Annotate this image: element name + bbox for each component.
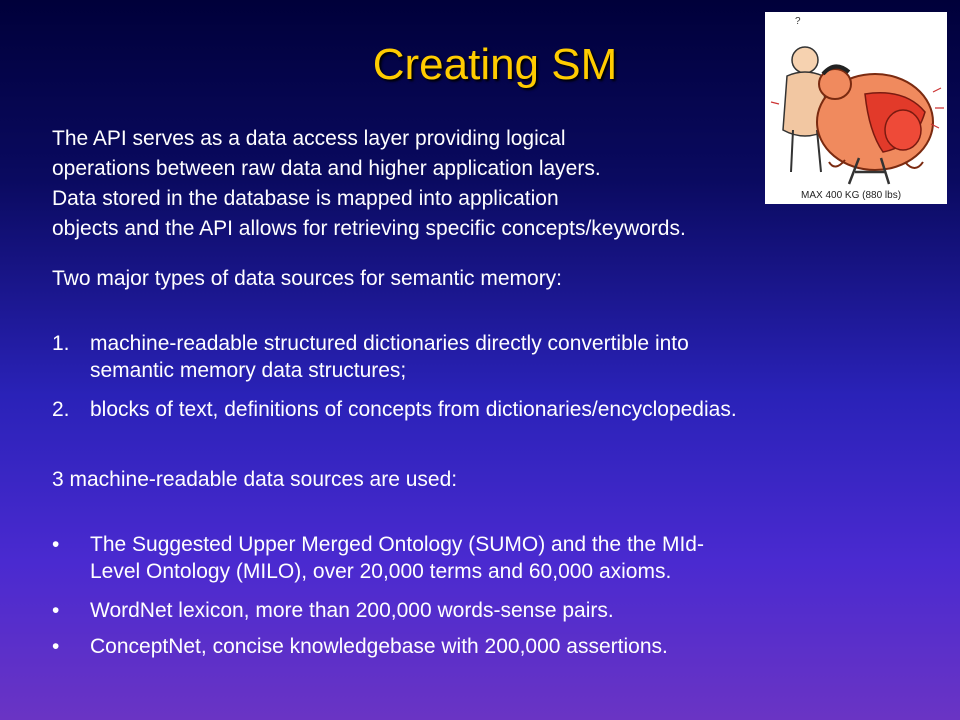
- intro-line: operations between raw data and higher application layers.: [52, 157, 601, 180]
- list-item-line: Level Ontology (MILO), over 20,000 terms and 60,000 axioms.: [90, 560, 672, 583]
- list-item: [52, 597, 932, 624]
- list-item: [52, 396, 932, 423]
- list-number: 2.: [52, 398, 70, 421]
- list-item-line: blocks of text, definitions of concepts from dictionaries/encyclopedias.: [90, 398, 737, 421]
- slide-title: Creating SM: [372, 40, 618, 89]
- list-number: 1.: [52, 332, 70, 355]
- question-mark-text: ?: [795, 16, 801, 27]
- bullet-icon: •: [52, 599, 60, 622]
- sources-list: [52, 531, 932, 660]
- list-item-line: The Suggested Upper Merged Ontology (SUMO) and the the MId-: [90, 533, 704, 556]
- bullet-icon: •: [52, 533, 60, 556]
- list-item: [52, 531, 932, 585]
- types-list: [52, 330, 932, 423]
- list-item: [52, 633, 932, 660]
- intro-line: Data stored in the database is mapped into application: [52, 187, 559, 210]
- intro-line: objects and the API allows for retrieving specific concepts/keywords.: [52, 217, 686, 240]
- illustration-caption: MAX 400 KG (880 lbs): [801, 190, 902, 201]
- list-item-line: machine-readable structured dictionaries directly convertible into: [90, 332, 689, 355]
- list-item-line: WordNet lexicon, more than 200,000 words-sense pairs.: [90, 599, 614, 622]
- list-item-line: ConceptNet, concise knowledgebase with 200,000 assertions.: [90, 635, 668, 658]
- types-heading: Two major types of data sources for semantic memory:: [52, 267, 563, 290]
- list-item: [52, 330, 932, 384]
- intro-line: The API serves as a data access layer providing logical: [52, 127, 566, 150]
- sumo-cartoon-image: [765, 12, 947, 204]
- bullet-icon: •: [52, 635, 60, 658]
- sumo-cartoon-drawing: [765, 12, 947, 204]
- sources-heading: 3 machine-readable data sources are used:: [52, 468, 458, 491]
- list-item-line: semantic memory data structures;: [90, 359, 407, 382]
